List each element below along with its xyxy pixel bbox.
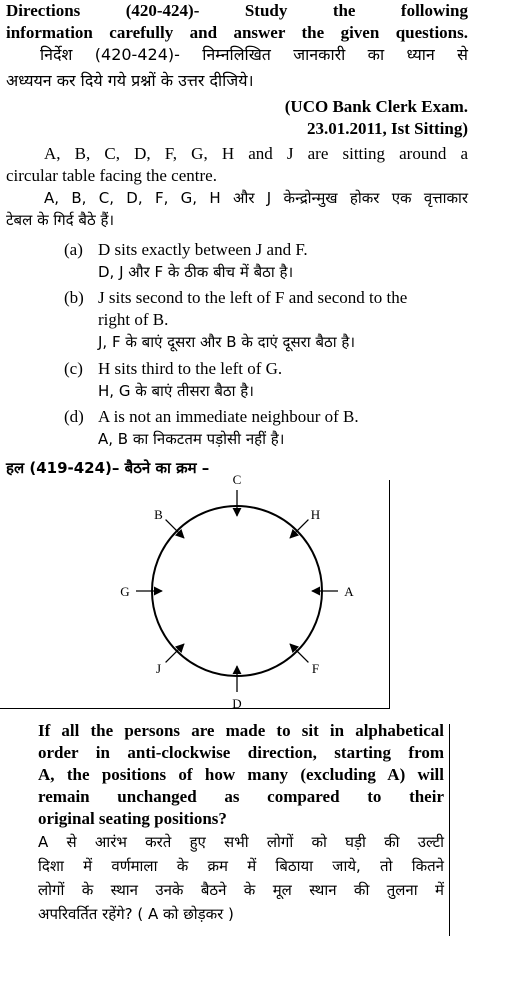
solution-heading: हल (419-424)– बैठने का क्रम –: [6, 459, 210, 477]
condition-text-hi: H, G के बाएं तीसरा बैठा है।: [98, 382, 254, 400]
condition-text-en: right of B.: [98, 310, 169, 329]
seat-arrow-j: [166, 644, 184, 662]
seat-label-g: G: [120, 584, 130, 599]
directions-en-line1: Directions (420-424)- Study the following: [6, 1, 468, 20]
condition-text-hi: D, J और F के ठीक बीच में बैठा है।: [98, 263, 294, 281]
question-hi-line: लोगों के स्थान उनके बैठने के मूल स्थान की तुलना में: [38, 881, 444, 899]
condition-label: (a): [64, 240, 83, 259]
exam-source-line2: 23.01.2011, Ist Sitting): [306, 119, 468, 138]
condition-d: [64, 406, 474, 450]
question-en-line: original seating positions?: [38, 809, 227, 828]
seat-label-d: D: [232, 696, 242, 711]
condition-c: [64, 358, 474, 402]
seat-arrow-b: [166, 520, 184, 538]
question-en-line: If all the persons are made to sit in alphabetical: [38, 721, 444, 740]
seating-diagram: [0, 472, 390, 711]
condition-a: [64, 239, 474, 283]
intro-en-line1: A, B, C, D, F, G, H and J are sitting around a: [44, 144, 468, 163]
intro-en-line2: circular table facing the centre.: [6, 166, 217, 185]
condition-text-en: A is not an immediate neighbour of B.: [98, 407, 359, 426]
seat-label-a: A: [344, 584, 354, 599]
intro-hi-line2: टेबल के गिर्द बैठे हैं।: [6, 211, 115, 229]
condition-label: (d): [64, 407, 84, 426]
question-hi-line: अपरिवर्तित रहेंगे? ( A को छोड़कर ): [38, 905, 234, 923]
directions-hi-line2: अध्ययन कर दिये गये प्रश्नों के उत्तर दीजिये।: [6, 71, 254, 90]
seat-label-j: J: [155, 661, 162, 677]
question-en-line: remain unchanged as compared to their: [38, 787, 444, 806]
seat-label-f: F: [311, 661, 320, 677]
seat-label-b: B: [154, 506, 163, 522]
seat-label-c: C: [232, 472, 242, 487]
directions-en-line2: information carefully and answer the given questions.: [6, 23, 468, 42]
seat-arrow-f: [290, 644, 308, 662]
directions-hi-line1: निर्देश (420-424)- निम्नलिखित जानकारी का ध्यान से: [40, 45, 468, 64]
condition-text-hi: J, F के बाएं दूसरा और B के दाएं दूसरा बैठा है।: [98, 333, 356, 351]
seats-group: [120, 472, 354, 711]
condition-label: (b): [64, 288, 84, 307]
condition-text-en: D sits exactly between J and F.: [98, 240, 308, 259]
question-frame-right: [449, 724, 450, 936]
seat-label-h: H: [310, 506, 321, 522]
question-en-line: A, the positions of how many (excluding A) will: [38, 765, 444, 784]
condition-text-en: H sits third to the left of G.: [98, 359, 283, 378]
condition-text-en: J sits second to the left of F and second to the: [98, 288, 408, 307]
question-hi-line: दिशा में वर्णमाला के क्रम में बिठाया जाये, तो कितने: [38, 857, 444, 875]
condition-label: (c): [64, 359, 83, 378]
question-en-line: order in anti-clockwise direction, starting from: [38, 743, 444, 762]
intro-hi-line1: A, B, C, D, F, G, H और J केन्द्रोन्मुख होकर एक वृत्ताकार: [44, 189, 468, 207]
exam-source-line1: (UCO Bank Clerk Exam.: [284, 97, 468, 116]
condition-b: [64, 287, 474, 353]
question-block: [38, 720, 444, 926]
seat-arrow-h: [290, 520, 308, 538]
condition-text-hi: A, B का निकटतम पड़ोसी नहीं है।: [98, 430, 285, 448]
question-hi-line: A से आरंभ करते हुए सभी लोगों को घड़ी की उल्टी: [38, 833, 444, 851]
